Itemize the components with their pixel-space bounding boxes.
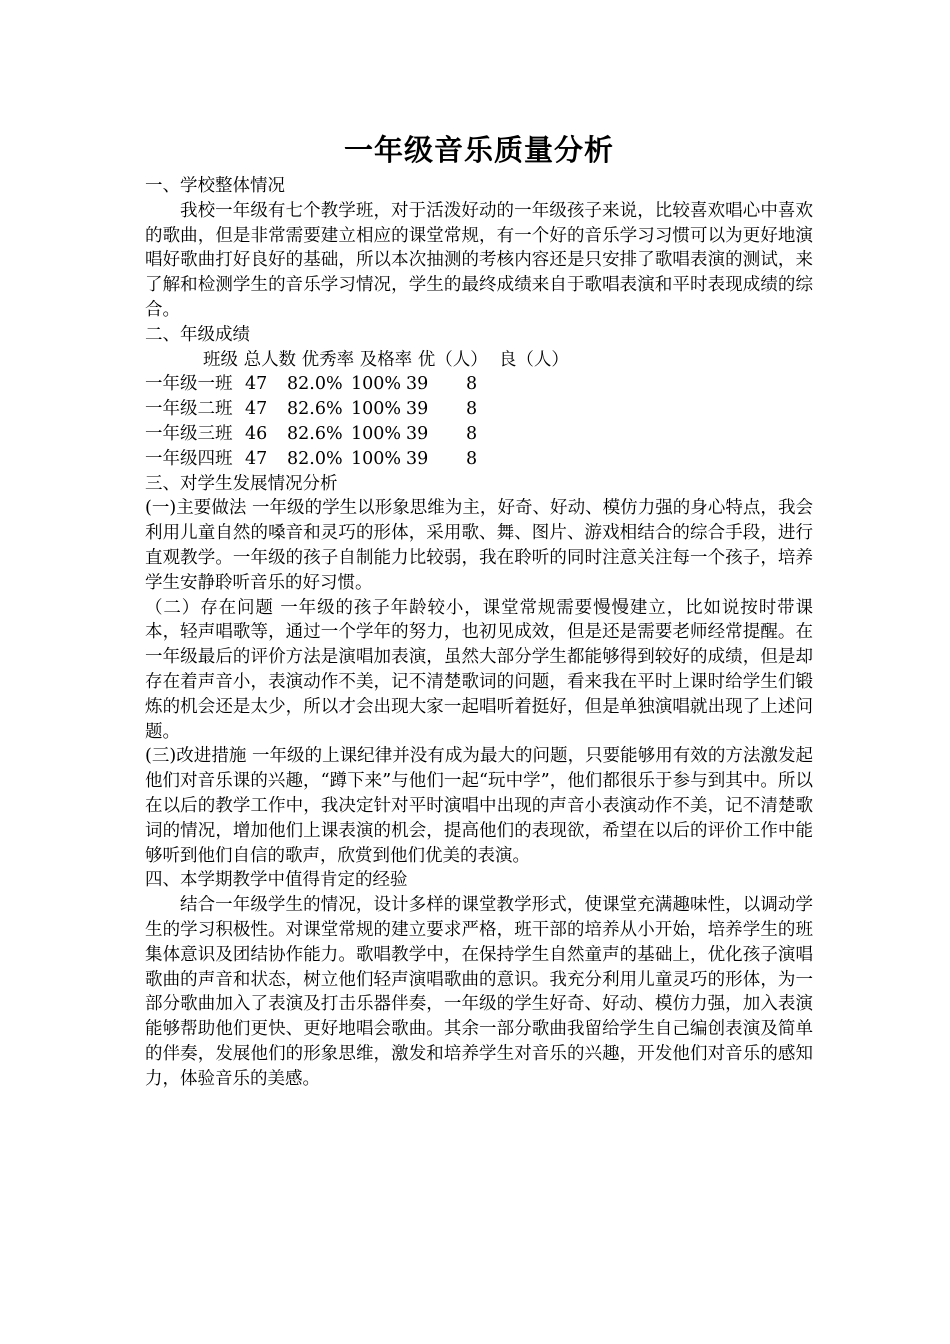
document-page xyxy=(145,128,813,1091)
total-count: 47 xyxy=(245,374,268,395)
document-title: 一年级音乐质量分析 xyxy=(343,133,614,167)
grade-table-row xyxy=(145,372,813,397)
good-count: 39 xyxy=(406,448,429,469)
fine-count: 8 xyxy=(466,423,478,444)
grade-table-row xyxy=(145,447,813,472)
section4-body: 结合一年级学生的情况，设计多样的课堂教学形式，使课堂充满趣味性，以调动学生的学习积极性。对课堂常规的建立要求严格，班干部的培养从小开始，培养学生的班集体意识及团结协作能力。歌唱教学中，在保持学生自然童声的基础上，优化孩子演唱歌曲的声音和状态，树立他们轻声演唱歌曲的意识。我充分利用儿童灵巧的形体，为一部分歌曲加入了表演及打击乐器伴奏，一年级的学生好奇、好动、模仿力强，加入表演能够帮助他们更快、更好地唱会歌曲。其余一部分歌曲我留给学生自己编创表演及简单的伴奏，发展他们的形象思维，激发和培养学生对音乐的兴趣，开发他们对音乐的感知力，体验音乐的美感。 xyxy=(145,895,813,1089)
total-count: 47 xyxy=(245,399,268,420)
section3-paragraph-improvements: (三)改进措施 一年级的上课纪律并没有成为最大的问题，只要能够用有效的方法激发起他们对音乐课的兴趣，“蹲下来”与他们一起“玩中学”，他们都很乐于参与到其中。所以在以后的教学工作中，我决定针对平时演唱中出现的声音小表演动作不美，记不清楚歌词的情况，增加他们上课表演的机会，提高他们的表现欲，希望在以后的评价工作中能够听到他们自信的歌声，欣赏到他们优美的表演。 xyxy=(145,746,813,866)
section2-heading: 二、年级成绩 xyxy=(145,324,250,345)
excellent-rate: 82.6% xyxy=(287,399,343,420)
fine-count: 8 xyxy=(466,448,478,469)
section3-heading: 三、对学生发展情况分析 xyxy=(145,473,338,494)
good-count: 39 xyxy=(406,423,429,444)
total-count: 46 xyxy=(245,423,268,444)
fine-count: 8 xyxy=(466,399,478,420)
good-count: 39 xyxy=(406,399,429,420)
section3-paragraph-problems: （二）存在问题 一年级的孩子年龄较小，课堂常规需要慢慢建立，比如说按时带课本，轻声唱歌等，通过一个学年的努力，也初见成效，但是还是需要老师经常提醒。在一年级最后的评价方法是演唱加表演，虽然大部分学生都能够得到较好的成绩，但是却存在着声音小，表演动作不美，记不清楚歌词的问题，看来我在平时上课时给学生们锻炼的机会还是太少，所以才会出现大家一起唱听着挺好，但是单独演唱就出现了上述问题。 xyxy=(145,597,813,742)
excellent-rate: 82.0% xyxy=(287,374,343,395)
pass-rate: 100% xyxy=(351,448,402,469)
pass-rate: 100% xyxy=(351,399,402,420)
total-count: 47 xyxy=(245,448,268,469)
class-name: 一年级三班 xyxy=(145,423,233,444)
section1-body: 我校一年级有七个教学班，对于活泼好动的一年级孩子来说，比较喜欢唱心中喜欢的歌曲，但是非常需要建立相应的课堂常规，有一个好的音乐学习习惯可以为更好地演唱好歌曲打好良好的基础，所以本次抽测的考核内容还是只安排了歌唱表演的测试，来了解和检测学生的音乐学习情况，学生的最终成绩来自于歌唱表演和平时表现成绩的综合。 xyxy=(145,200,813,320)
class-name: 一年级一班 xyxy=(145,374,233,395)
pass-rate: 100% xyxy=(351,423,402,444)
grade-table-row xyxy=(145,422,813,447)
class-name: 一年级二班 xyxy=(145,399,233,420)
section3-paragraph-main-approach: (一)主要做法 一年级的学生以形象思维为主，好奇、好动、模仿力强的身心特点，我会利用儿童自然的嗓音和灵巧的形体，采用歌、舞、图片、游戏相结合的综合手段，进行直观教学。一年级的孩子自制能力比较弱，我在聆听的同时注意关注每一个孩子，培养学生安静聆听音乐的好习惯。 xyxy=(145,498,813,593)
pass-rate: 100% xyxy=(351,374,402,395)
section4-heading: 四、本学期教学中值得肯定的经验 xyxy=(145,870,408,891)
excellent-rate: 82.6% xyxy=(287,423,343,444)
excellent-rate: 82.0% xyxy=(287,448,343,469)
class-name: 一年级四班 xyxy=(145,448,233,469)
grade-table-row xyxy=(145,397,813,422)
grade-table xyxy=(145,348,813,472)
section1-heading: 一、学校整体情况 xyxy=(145,176,285,196)
good-count: 39 xyxy=(406,374,429,395)
grade-table-header: 班级 总人数 优秀率 及格率 优（人） 良（人） xyxy=(203,349,569,370)
fine-count: 8 xyxy=(466,374,478,395)
